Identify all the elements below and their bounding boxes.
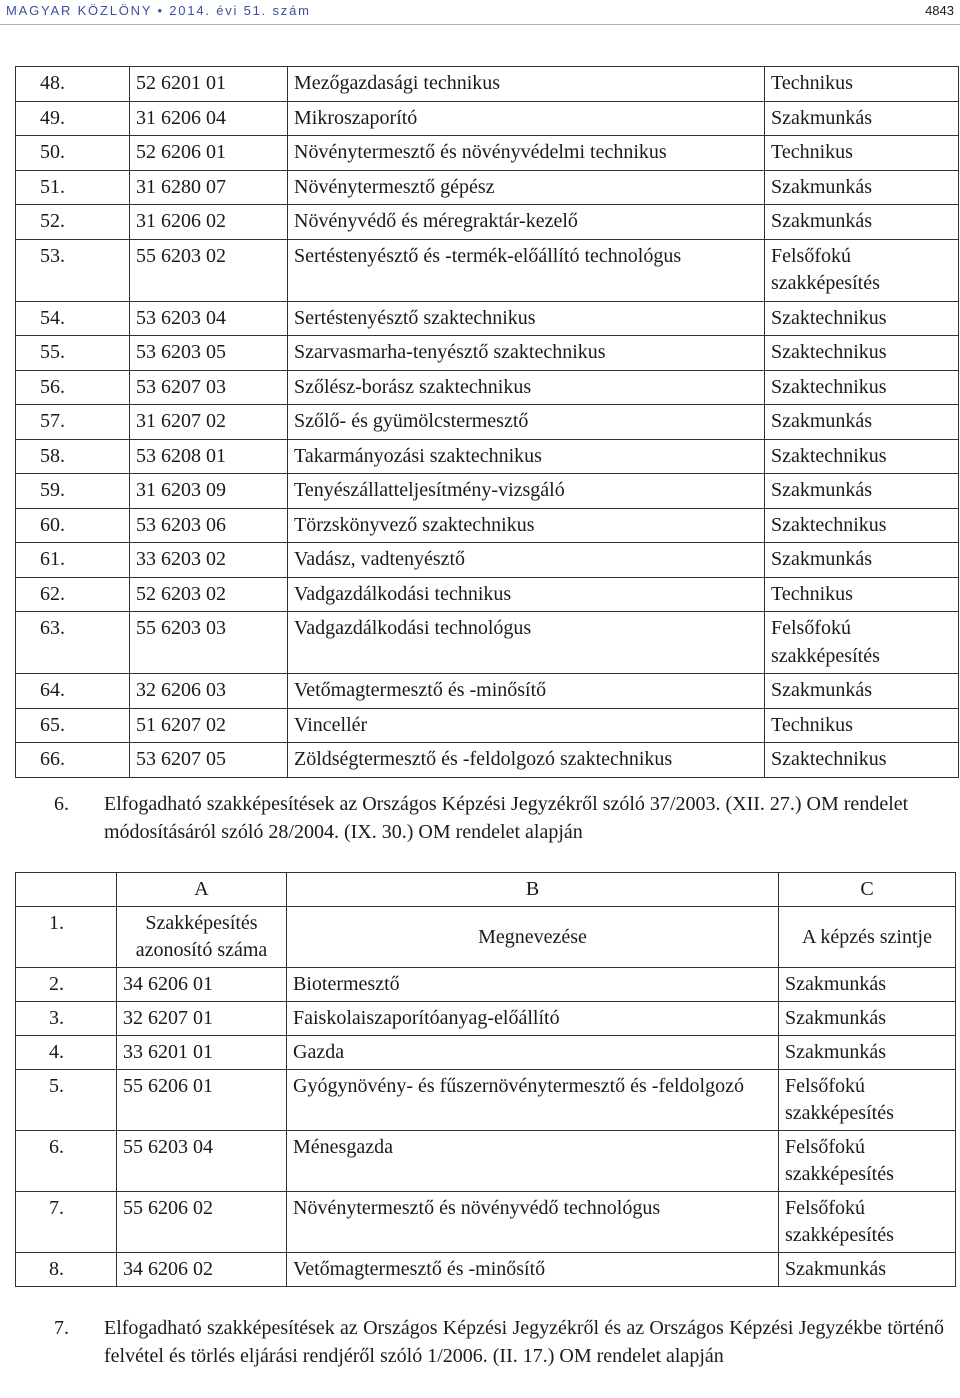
header-divider <box>0 24 960 25</box>
table-row <box>16 336 959 371</box>
table-row <box>16 136 959 171</box>
qualification-level: Szakmunkás <box>765 170 959 205</box>
row-number: 53. <box>16 239 130 301</box>
page-header <box>0 0 960 24</box>
qualification-id: 33 6201 01 <box>117 1036 287 1070</box>
qualification-id: 55 6203 03 <box>130 612 288 674</box>
qualification-id: 31 6206 04 <box>130 101 288 136</box>
table-row <box>16 205 959 240</box>
qualification-level: Szakmunkás <box>765 205 959 240</box>
table-row <box>16 577 959 612</box>
qualification-id: 31 6206 02 <box>130 205 288 240</box>
table-row <box>16 170 959 205</box>
row-number: 65. <box>16 708 130 743</box>
table-row <box>16 743 959 778</box>
table-row <box>16 67 959 102</box>
row-number: 64. <box>16 674 130 709</box>
qualification-level: Szaktechnikus <box>765 743 959 778</box>
row-number: 57. <box>16 405 130 440</box>
qualification-name: Gyógynövény- és fűszernövénytermesztő és -feldolgozó <box>287 1070 779 1131</box>
section-6-heading <box>54 790 954 850</box>
table-row <box>16 405 959 440</box>
qualification-id: 52 6203 02 <box>130 577 288 612</box>
column-header-name: Megnevezése <box>287 907 779 968</box>
qualification-level: Szakmunkás <box>779 968 956 1002</box>
table-row <box>16 239 959 301</box>
qualification-level: Felsőfokú szakképesítés <box>779 1131 956 1192</box>
qualification-id: 32 6207 01 <box>117 1002 287 1036</box>
qualification-name: Ménesgazda <box>287 1131 779 1192</box>
qualification-id: 33 6203 02 <box>130 543 288 578</box>
qualification-id: 55 6203 02 <box>130 239 288 301</box>
qualification-name: Törzskönyvező szaktechnikus <box>288 508 765 543</box>
row-number: 4. <box>16 1036 117 1070</box>
qualification-id: 53 6203 06 <box>130 508 288 543</box>
row-number: 7. <box>16 1192 117 1253</box>
qualification-level: Szaktechnikus <box>765 336 959 371</box>
qualification-level: Szaktechnikus <box>765 301 959 336</box>
section-number: 7. <box>54 1317 69 1339</box>
table-row <box>16 674 959 709</box>
table-row <box>16 301 959 336</box>
qualification-name: Vadgazdálkodási technikus <box>288 577 765 612</box>
qualification-level: Szakmunkás <box>765 474 959 509</box>
qualification-level: Szaktechnikus <box>765 439 959 474</box>
qualification-name: Vadgazdálkodási technológus <box>288 612 765 674</box>
qualification-id: 53 6207 03 <box>130 370 288 405</box>
table-row <box>16 1192 956 1253</box>
qualification-level: Felsőfokú szakképesítés <box>779 1192 956 1253</box>
qualification-name: Takarmányozási szaktechnikus <box>288 439 765 474</box>
qualification-level: Technikus <box>765 708 959 743</box>
section-7-heading <box>54 1314 944 1398</box>
qualification-level: Felsőfokú szakképesítés <box>779 1070 956 1131</box>
column-letter-row <box>16 873 956 907</box>
row-number: 63. <box>16 612 130 674</box>
qualification-name: Vetőmagtermesztő és -minősítő <box>288 674 765 709</box>
qualification-level: Szakmunkás <box>779 1002 956 1036</box>
qualification-level: Szaktechnikus <box>765 508 959 543</box>
qualification-name: Vadász, vadtenyésztő <box>288 543 765 578</box>
table-row <box>16 968 956 1002</box>
qualification-level: Szakmunkás <box>765 674 959 709</box>
qualification-level: Szakmunkás <box>765 405 959 440</box>
column-letter: A <box>117 873 287 907</box>
table-row <box>16 708 959 743</box>
qualification-level: Technikus <box>765 136 959 171</box>
row-number: 1. <box>16 907 117 968</box>
qualification-id: 31 6207 02 <box>130 405 288 440</box>
qualification-name: Szőlő- és gyümölcstermesztő <box>288 405 765 440</box>
row-number: 8. <box>16 1253 117 1287</box>
qualification-level: Technikus <box>765 577 959 612</box>
qualification-id: 53 6208 01 <box>130 439 288 474</box>
qualification-name: Gazda <box>287 1036 779 1070</box>
qualification-name: Biotermesztő <box>287 968 779 1002</box>
qualification-name: Sertéstenyésztő és -termék-előállító technológus <box>288 239 765 301</box>
column-header-row <box>16 907 956 968</box>
qualification-level: Felsőfokú szakképesítés <box>765 612 959 674</box>
qualification-name: Vincellér <box>288 708 765 743</box>
row-number: 50. <box>16 136 130 171</box>
qualification-id: 51 6207 02 <box>130 708 288 743</box>
section-text: Elfogadható szakképesítések az Országos Képzési Jegyzékről és az Országos Képzési Jegyzékbe történő felvétel és törlés eljárási rendjéről szóló 1/2006. (II. 17.) OM rendelet alapján <box>104 1317 944 1367</box>
table-row <box>16 439 959 474</box>
qualification-id: 53 6203 04 <box>130 301 288 336</box>
qualification-id: 34 6206 02 <box>117 1253 287 1287</box>
row-number: 5. <box>16 1070 117 1131</box>
row-number: 48. <box>16 67 130 102</box>
qualification-level: Technikus <box>765 67 959 102</box>
page-number: 4843 <box>925 3 954 18</box>
qualification-id: 55 6206 02 <box>117 1192 287 1253</box>
row-number: 54. <box>16 301 130 336</box>
qualifications-table-continued <box>15 66 959 778</box>
row-number: 55. <box>16 336 130 371</box>
table-cell <box>16 873 117 907</box>
qualification-name: Tenyészállatteljesítmény-vizsgáló <box>288 474 765 509</box>
qualification-level: Felsőfokú szakképesítés <box>765 239 959 301</box>
section-number: 6. <box>54 793 69 815</box>
qualification-name: Szarvasmarha-tenyésztő szaktechnikus <box>288 336 765 371</box>
row-number: 2. <box>16 968 117 1002</box>
column-header-id: Szakképesítés azonosító száma <box>117 907 287 968</box>
qualification-level: Szakmunkás <box>779 1253 956 1287</box>
row-number: 62. <box>16 577 130 612</box>
qualification-name: Mikroszaporító <box>288 101 765 136</box>
qualification-name: Zöldségtermesztő és -feldolgozó szaktechnikus <box>288 743 765 778</box>
table-row <box>16 612 959 674</box>
table-row <box>16 1253 956 1287</box>
qualification-name: Növénytermesztő és növényvédő technológus <box>287 1192 779 1253</box>
row-number: 58. <box>16 439 130 474</box>
row-number: 52. <box>16 205 130 240</box>
row-number: 51. <box>16 170 130 205</box>
table-row <box>16 1036 956 1070</box>
row-number: 66. <box>16 743 130 778</box>
table-row <box>16 1070 956 1131</box>
qualification-name: Faiskolaiszaporítóanyag-előállító <box>287 1002 779 1036</box>
qualifications-table-section-6 <box>15 872 956 1287</box>
column-letter: C <box>779 873 956 907</box>
qualification-name: Sertéstenyésztő szaktechnikus <box>288 301 765 336</box>
qualification-name: Szőlész-borász szaktechnikus <box>288 370 765 405</box>
qualification-level: Szakmunkás <box>765 543 959 578</box>
row-number: 61. <box>16 543 130 578</box>
row-number: 6. <box>16 1131 117 1192</box>
table-row <box>16 474 959 509</box>
qualification-id: 55 6206 01 <box>117 1070 287 1131</box>
qualification-level: Szakmunkás <box>779 1036 956 1070</box>
qualification-id: 31 6203 09 <box>130 474 288 509</box>
qualification-name: Növénytermesztő gépész <box>288 170 765 205</box>
qualification-name: Vetőmagtermesztő és -minősítő <box>287 1253 779 1287</box>
qualification-id: 34 6206 01 <box>117 968 287 1002</box>
column-letter: B <box>287 873 779 907</box>
qualification-name: Növénytermesztő és növényvédelmi technikus <box>288 136 765 171</box>
table-row <box>16 1002 956 1036</box>
qualification-level: Szaktechnikus <box>765 370 959 405</box>
qualification-id: 53 6203 05 <box>130 336 288 371</box>
qualification-id: 31 6280 07 <box>130 170 288 205</box>
column-header-level: A képzés szintje <box>779 907 956 968</box>
row-number: 56. <box>16 370 130 405</box>
qualification-name: Növényvédő és méregraktár-kezelő <box>288 205 765 240</box>
qualification-id: 52 6206 01 <box>130 136 288 171</box>
row-number: 3. <box>16 1002 117 1036</box>
table-row <box>16 508 959 543</box>
row-number: 59. <box>16 474 130 509</box>
qualification-name: Mezőgazdasági technikus <box>288 67 765 102</box>
table-row <box>16 1131 956 1192</box>
section-text: Elfogadható szakképesítések az Országos Képzési Jegyzékről szóló 37/2003. (XII. 27.) OM rendelet módosításáról szóló 28/2004. (IX. 30.) OM rendelet alapján <box>104 793 909 843</box>
qualification-id: 53 6207 05 <box>130 743 288 778</box>
table-row <box>16 370 959 405</box>
qualification-id: 52 6201 01 <box>130 67 288 102</box>
qualification-id: 55 6203 04 <box>117 1131 287 1192</box>
row-number: 49. <box>16 101 130 136</box>
publication-title: MAGYAR KÖZLÖNY • 2014. évi 51. szám <box>6 3 311 18</box>
qualification-level: Szakmunkás <box>765 101 959 136</box>
table-row <box>16 101 959 136</box>
table-row <box>16 543 959 578</box>
qualification-id: 32 6206 03 <box>130 674 288 709</box>
row-number: 60. <box>16 508 130 543</box>
